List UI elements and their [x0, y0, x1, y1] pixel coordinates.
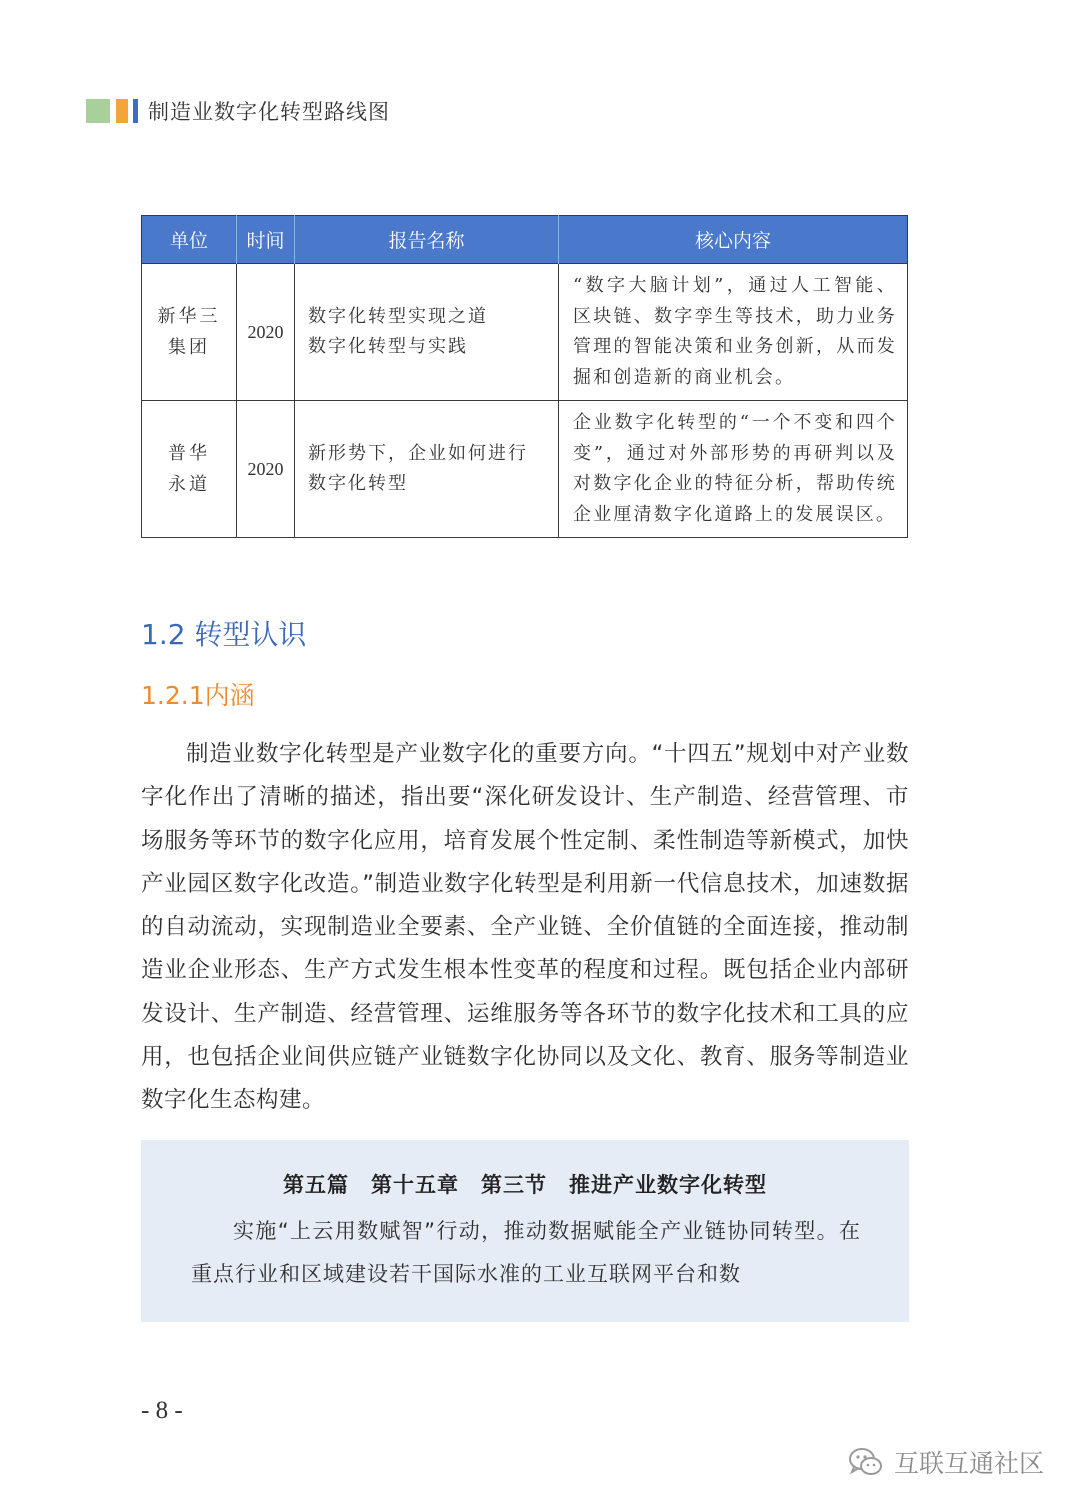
section-heading: 1.2 转型认识	[141, 618, 307, 651]
policy-text: 实施“上云用数赋智”行动，推动数据赋能全产业链协同转型。在重点行业和区域建设若干国际水准的工业互联网平台和数	[191, 1219, 861, 1286]
table-row	[142, 401, 908, 538]
report-name-line: 数字化转型	[308, 473, 408, 494]
column-header-report-name: 报告名称	[295, 216, 559, 264]
running-header	[86, 96, 390, 126]
cell-year: 2020	[237, 264, 295, 401]
cell-year: 2020	[237, 401, 295, 538]
report-name-line: 新形势下，企业如何进行	[308, 443, 528, 464]
header-orange-bar	[116, 99, 128, 123]
table-header-row	[142, 216, 908, 264]
watermark	[848, 1444, 1044, 1480]
unit-line: 永道	[168, 474, 210, 495]
cell-core-content: “数字大脑计划”，通过人工智能、区块链、数字孪生等技术，助力业务管理的智能决策和业务创新，从而发掘和创造新的商业机会。	[559, 264, 908, 401]
report-name-line: 数字化转型实现之道	[308, 306, 488, 327]
header-blue-bar	[133, 99, 138, 123]
column-header-unit: 单位	[142, 216, 237, 264]
column-header-year: 时间	[237, 216, 295, 264]
subsection-heading: 1.2.1内涵	[141, 681, 255, 710]
watermark-text: 互联互通社区	[893, 1449, 1044, 1478]
table-row	[142, 264, 908, 401]
page-number: - 8 -	[141, 1397, 183, 1424]
cell-unit	[142, 401, 237, 538]
wechat-icon	[848, 1446, 884, 1478]
cell-unit	[142, 264, 237, 401]
unit-line: 普华	[168, 443, 210, 464]
column-header-core-content: 核心内容	[559, 216, 908, 264]
unit-line: 集团	[168, 337, 210, 358]
policy-title: 第五篇 第十五章 第三节 推进产业数字化转型	[283, 1173, 767, 1197]
unit-line: 新华三	[157, 306, 221, 327]
cell-core-content: 企业数字化转型的“一个不变和四个变”，通过对外部形势的再研判以及对数字化企业的特征分析，帮助传统企业厘清数字化道路上的发展误区。	[559, 401, 908, 538]
policy-excerpt-box	[141, 1140, 909, 1322]
body-paragraph: 制造业数字化转型是产业数字化的重要方向。“十四五”规划中对产业数字化作出了清晰的描述，指出要“深化研发设计、生产制造、经营管理、市场服务等环节的数字化应用，培育发展个性定制、柔性制造等新模式，加快产业园区数字化改造。”制造业数字化转型是利用新一代信息技术，加速数据的自动流动，实现制造业全要素、全产业链、全价值链的全面连接，推动制造业企业形态、生产方式发生根本性变革的程度和过程。既包括企业内部研发设计、生产制造、经营管理、运维服务等各环节的数字化技术和工具的应用，也包括企业间供应链产业链数字化协同以及文化、教育、服务等制造业数字化生态构建。	[141, 741, 909, 1114]
report-name-line: 数字化转型与实践	[308, 336, 468, 357]
report-table	[141, 215, 908, 538]
cell-report-name	[295, 401, 559, 538]
header-green-square	[86, 99, 110, 123]
header-title: 制造业数字化转型路线图	[148, 100, 390, 124]
cell-report-name	[295, 264, 559, 401]
